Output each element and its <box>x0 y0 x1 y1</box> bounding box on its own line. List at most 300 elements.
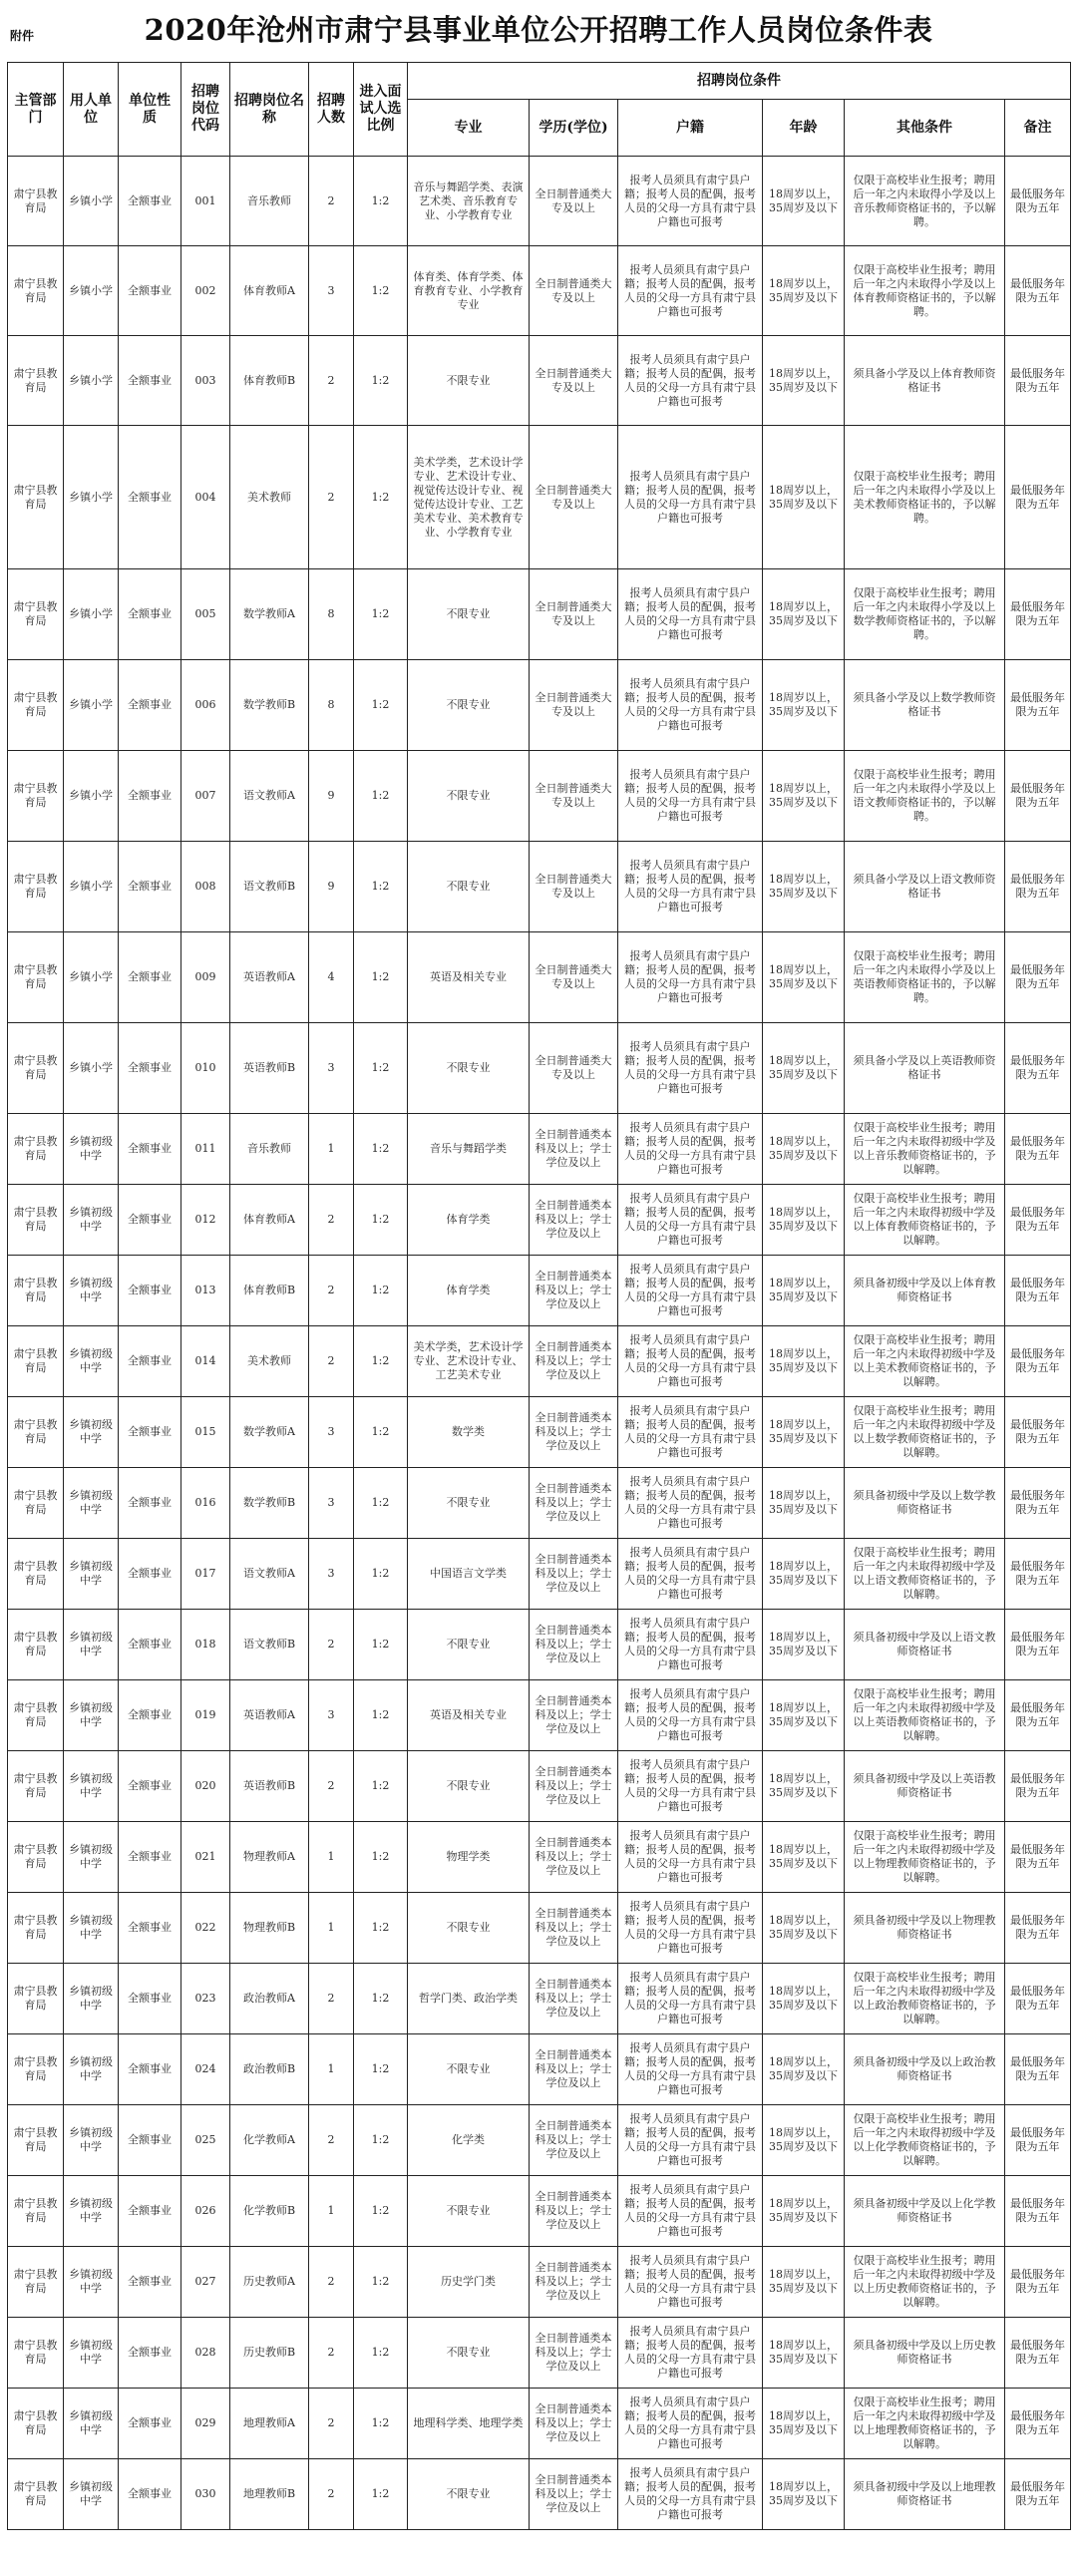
cell-ratio: 1:2 <box>354 1893 408 1964</box>
cell-other: 须具备初级中学及以上化学教师资格证书 <box>845 2176 1005 2247</box>
cell-dept: 肃宁县教育局 <box>8 1610 64 1680</box>
cell-count: 1 <box>309 2034 354 2105</box>
cell-education: 全日制普通类本科及以上；学士学位及以上 <box>530 1539 618 1610</box>
header-position: 招聘岗位名称 <box>230 63 309 157</box>
cell-major: 数学类 <box>408 1397 530 1468</box>
cell-nature: 全额事业 <box>119 1468 181 1539</box>
cell-ratio: 1:2 <box>354 1326 408 1397</box>
cell-age: 18周岁以上，35周岁及以下 <box>763 2318 845 2389</box>
cell-ratio: 1:2 <box>354 1023 408 1114</box>
cell-nature: 全额事业 <box>119 1893 181 1964</box>
cell-remark: 最低服务年限为五年 <box>1005 1893 1071 1964</box>
cell-hukou: 报考人员须具有肃宁县户籍；报考人员的配偶，报考人员的父母一方具有肃宁县户籍也可报考 <box>618 2034 763 2105</box>
cell-education: 全日制普通类大专及以上 <box>530 336 618 426</box>
cell-education: 全日制普通类本科及以上；学士学位及以上 <box>530 2459 618 2530</box>
cell-position: 体育教师A <box>230 1185 309 1256</box>
cell-nature: 全额事业 <box>119 1539 181 1610</box>
cell-education: 全日制普通类大专及以上 <box>530 751 618 842</box>
cell-code: 012 <box>181 1185 230 1256</box>
cell-other: 仅限于高校毕业生报考；聘用后一年之内未取得初级中学及以上历史教师资格证书的，予以解聘。 <box>845 2247 1005 2318</box>
cell-education: 全日制普通类本科及以上；学士学位及以上 <box>530 2247 618 2318</box>
cell-major: 不限专业 <box>408 569 530 660</box>
cell-age: 18周岁以上，35周岁及以下 <box>763 426 845 569</box>
cell-major: 不限专业 <box>408 1751 530 1822</box>
cell-count: 2 <box>309 1326 354 1397</box>
cell-code: 020 <box>181 1751 230 1822</box>
table-row <box>8 336 1071 426</box>
cell-other: 仅限于高校毕业生报考；聘用后一年之内未取得小学及以上语文教师资格证书的，予以解聘。 <box>845 751 1005 842</box>
cell-count: 2 <box>309 2459 354 2530</box>
cell-major: 不限专业 <box>408 2176 530 2247</box>
header-major: 专业 <box>408 100 530 157</box>
cell-age: 18周岁以上，35周岁及以下 <box>763 2389 845 2459</box>
cell-age: 18周岁以上，35周岁及以下 <box>763 932 845 1023</box>
cell-nature: 全额事业 <box>119 1822 181 1893</box>
cell-position: 体育教师B <box>230 336 309 426</box>
table-row <box>8 2034 1071 2105</box>
cell-age: 18周岁以上，35周岁及以下 <box>763 1023 845 1114</box>
cell-age: 18周岁以上，35周岁及以下 <box>763 660 845 751</box>
cell-employer: 乡镇初级中学 <box>64 2105 119 2176</box>
cell-code: 013 <box>181 1256 230 1326</box>
cell-age: 18周岁以上，35周岁及以下 <box>763 1256 845 1326</box>
header-nature: 单位性质 <box>119 63 181 157</box>
cell-other: 须具备小学及以上语文教师资格证书 <box>845 842 1005 932</box>
cell-nature: 全额事业 <box>119 2459 181 2530</box>
cell-position: 英语教师B <box>230 1023 309 1114</box>
cell-hukou: 报考人员须具有肃宁县户籍；报考人员的配偶，报考人员的父母一方具有肃宁县户籍也可报考 <box>618 2318 763 2389</box>
cell-position: 地理教师B <box>230 2459 309 2530</box>
cell-ratio: 1:2 <box>354 569 408 660</box>
cell-education: 全日制普通类大专及以上 <box>530 426 618 569</box>
cell-count: 2 <box>309 426 354 569</box>
cell-remark: 最低服务年限为五年 <box>1005 842 1071 932</box>
cell-hukou: 报考人员须具有肃宁县户籍；报考人员的配偶，报考人员的父母一方具有肃宁县户籍也可报考 <box>618 1023 763 1114</box>
cell-count: 2 <box>309 2247 354 2318</box>
cell-hukou: 报考人员须具有肃宁县户籍；报考人员的配偶，报考人员的父母一方具有肃宁县户籍也可报考 <box>618 1751 763 1822</box>
cell-employer: 乡镇初级中学 <box>64 1680 119 1751</box>
cell-employer: 乡镇初级中学 <box>64 1397 119 1468</box>
cell-ratio: 1:2 <box>354 1468 408 1539</box>
cell-major: 体育学类 <box>408 1256 530 1326</box>
table-row <box>8 2389 1071 2459</box>
cell-major: 不限专业 <box>408 842 530 932</box>
cell-dept: 肃宁县教育局 <box>8 1397 64 1468</box>
cell-major: 物理学类 <box>408 1822 530 1893</box>
cell-age: 18周岁以上，35周岁及以下 <box>763 2459 845 2530</box>
cell-education: 全日制普通类本科及以上；学士学位及以上 <box>530 1185 618 1256</box>
cell-nature: 全额事业 <box>119 2389 181 2459</box>
cell-remark: 最低服务年限为五年 <box>1005 157 1071 246</box>
cell-count: 2 <box>309 336 354 426</box>
cell-other: 须具备初级中学及以上物理教师资格证书 <box>845 1893 1005 1964</box>
cell-code: 019 <box>181 1680 230 1751</box>
cell-hukou: 报考人员须具有肃宁县户籍；报考人员的配偶，报考人员的父母一方具有肃宁县户籍也可报考 <box>618 1326 763 1397</box>
cell-other: 仅限于高校毕业生报考；聘用后一年之内未取得初级中学及以上政治教师资格证书的，予以解聘。 <box>845 1964 1005 2034</box>
cell-dept: 肃宁县教育局 <box>8 157 64 246</box>
cell-dept: 肃宁县教育局 <box>8 2034 64 2105</box>
cell-dept: 肃宁县教育局 <box>8 2105 64 2176</box>
cell-age: 18周岁以上，35周岁及以下 <box>763 1610 845 1680</box>
cell-education: 全日制普通类大专及以上 <box>530 246 618 336</box>
table-row <box>8 842 1071 932</box>
cell-dept: 肃宁县教育局 <box>8 2247 64 2318</box>
cell-ratio: 1:2 <box>354 1114 408 1185</box>
cell-position: 音乐教师 <box>230 1114 309 1185</box>
cell-remark: 最低服务年限为五年 <box>1005 1256 1071 1326</box>
cell-employer: 乡镇初级中学 <box>64 1114 119 1185</box>
cell-hukou: 报考人员须具有肃宁县户籍；报考人员的配偶，报考人员的父母一方具有肃宁县户籍也可报考 <box>618 1610 763 1680</box>
header-other: 其他条件 <box>845 100 1005 157</box>
cell-dept: 肃宁县教育局 <box>8 1326 64 1397</box>
cell-dept: 肃宁县教育局 <box>8 246 64 336</box>
cell-ratio: 1:2 <box>354 2034 408 2105</box>
cell-count: 1 <box>309 2176 354 2247</box>
attachment-label: 附件 <box>10 29 35 43</box>
cell-position: 语文教师B <box>230 1610 309 1680</box>
cell-dept: 肃宁县教育局 <box>8 1468 64 1539</box>
cell-dept: 肃宁县教育局 <box>8 1893 64 1964</box>
cell-employer: 乡镇初级中学 <box>64 2034 119 2105</box>
cell-major: 美术学类，艺术设计学专业、艺术设计专业、工艺美术专业 <box>408 1326 530 1397</box>
cell-age: 18周岁以上，35周岁及以下 <box>763 1893 845 1964</box>
cell-major: 不限专业 <box>408 2034 530 2105</box>
cell-hukou: 报考人员须具有肃宁县户籍；报考人员的配偶，报考人员的父母一方具有肃宁县户籍也可报考 <box>618 1539 763 1610</box>
cell-education: 全日制普通类本科及以上；学士学位及以上 <box>530 1680 618 1751</box>
cell-employer: 乡镇初级中学 <box>64 1893 119 1964</box>
cell-age: 18周岁以上，35周岁及以下 <box>763 1964 845 2034</box>
header-ratio: 进入面试人选比例 <box>354 63 408 157</box>
cell-age: 18周岁以上，35周岁及以下 <box>763 246 845 336</box>
cell-count: 3 <box>309 1680 354 1751</box>
cell-major: 音乐与舞蹈学类 <box>408 1114 530 1185</box>
cell-nature: 全额事业 <box>119 569 181 660</box>
cell-position: 数学教师A <box>230 1397 309 1468</box>
cell-hukou: 报考人员须具有肃宁县户籍；报考人员的配偶，报考人员的父母一方具有肃宁县户籍也可报考 <box>618 1964 763 2034</box>
cell-age: 18周岁以上，35周岁及以下 <box>763 1468 845 1539</box>
cell-employer: 乡镇小学 <box>64 842 119 932</box>
cell-employer: 乡镇小学 <box>64 426 119 569</box>
header-employer: 用人单位 <box>64 63 119 157</box>
header-education: 学历(学位) <box>530 100 618 157</box>
table-row <box>8 1539 1071 1610</box>
table-row <box>8 1822 1071 1893</box>
cell-nature: 全额事业 <box>119 1114 181 1185</box>
cell-count: 2 <box>309 1964 354 2034</box>
cell-age: 18周岁以上，35周岁及以下 <box>763 1539 845 1610</box>
cell-ratio: 1:2 <box>354 1185 408 1256</box>
cell-age: 18周岁以上，35周岁及以下 <box>763 1822 845 1893</box>
cell-education: 全日制普通类本科及以上；学士学位及以上 <box>530 1964 618 2034</box>
cell-count: 2 <box>309 2318 354 2389</box>
cell-nature: 全额事业 <box>119 157 181 246</box>
table-header <box>8 63 1071 157</box>
cell-nature: 全额事业 <box>119 246 181 336</box>
cell-nature: 全额事业 <box>119 1964 181 2034</box>
table-row <box>8 426 1071 569</box>
cell-education: 全日制普通类本科及以上；学士学位及以上 <box>530 1256 618 1326</box>
cell-dept: 肃宁县教育局 <box>8 2459 64 2530</box>
cell-remark: 最低服务年限为五年 <box>1005 1185 1071 1256</box>
table-row <box>8 1610 1071 1680</box>
cell-major: 美术学类，艺术设计学专业、艺术设计专业、视觉传达设计专业、视觉传达设计专业、工艺美术专业、美术教育专业、小学教育专业 <box>408 426 530 569</box>
cell-count: 3 <box>309 1539 354 1610</box>
cell-code: 003 <box>181 336 230 426</box>
table-row <box>8 2176 1071 2247</box>
cell-code: 005 <box>181 569 230 660</box>
cell-hukou: 报考人员须具有肃宁县户籍；报考人员的配偶，报考人员的父母一方具有肃宁县户籍也可报考 <box>618 1256 763 1326</box>
cell-other: 须具备初级中学及以上语文教师资格证书 <box>845 1610 1005 1680</box>
cell-other: 须具备初级中学及以上英语教师资格证书 <box>845 1751 1005 1822</box>
cell-code: 025 <box>181 2105 230 2176</box>
cell-code: 022 <box>181 1893 230 1964</box>
cell-major: 不限专业 <box>408 1023 530 1114</box>
cell-ratio: 1:2 <box>354 2176 408 2247</box>
cell-hukou: 报考人员须具有肃宁县户籍；报考人员的配偶，报考人员的父母一方具有肃宁县户籍也可报考 <box>618 2176 763 2247</box>
cell-code: 030 <box>181 2459 230 2530</box>
cell-hukou: 报考人员须具有肃宁县户籍；报考人员的配偶，报考人员的父母一方具有肃宁县户籍也可报考 <box>618 2389 763 2459</box>
cell-dept: 肃宁县教育局 <box>8 1185 64 1256</box>
cell-major: 不限专业 <box>408 1468 530 1539</box>
table-row <box>8 751 1071 842</box>
cell-count: 1 <box>309 1822 354 1893</box>
header-count: 招聘人数 <box>309 63 354 157</box>
table-row <box>8 1023 1071 1114</box>
cell-code: 006 <box>181 660 230 751</box>
cell-nature: 全额事业 <box>119 1185 181 1256</box>
cell-education: 全日制普通类本科及以上；学士学位及以上 <box>530 2105 618 2176</box>
cell-ratio: 1:2 <box>354 1256 408 1326</box>
cell-count: 3 <box>309 246 354 336</box>
cell-employer: 乡镇初级中学 <box>64 2389 119 2459</box>
cell-education: 全日制普通类本科及以上；学士学位及以上 <box>530 1114 618 1185</box>
header-dept: 主管部门 <box>8 63 64 157</box>
cell-ratio: 1:2 <box>354 1680 408 1751</box>
cell-education: 全日制普通类大专及以上 <box>530 842 618 932</box>
cell-hukou: 报考人员须具有肃宁县户籍；报考人员的配偶，报考人员的父母一方具有肃宁县户籍也可报考 <box>618 932 763 1023</box>
table-row <box>8 157 1071 246</box>
cell-age: 18周岁以上，35周岁及以下 <box>763 336 845 426</box>
cell-major: 英语及相关专业 <box>408 1680 530 1751</box>
cell-remark: 最低服务年限为五年 <box>1005 1539 1071 1610</box>
cell-ratio: 1:2 <box>354 2105 408 2176</box>
cell-count: 2 <box>309 157 354 246</box>
cell-code: 029 <box>181 2389 230 2459</box>
cell-employer: 乡镇初级中学 <box>64 2176 119 2247</box>
cell-position: 英语教师A <box>230 1680 309 1751</box>
cell-position: 美术教师 <box>230 426 309 569</box>
cell-other: 仅限于高校毕业生报考；聘用后一年之内未取得初级中学及以上地理教师资格证书的，予以解聘。 <box>845 2389 1005 2459</box>
cell-other: 仅限于高校毕业生报考；聘用后一年之内未取得初级中学及以上物理教师资格证书的，予以解聘。 <box>845 1822 1005 1893</box>
cell-employer: 乡镇初级中学 <box>64 2318 119 2389</box>
cell-other: 仅限于高校毕业生报考；聘用后一年之内未取得初级中学及以上英语教师资格证书的，予以解聘。 <box>845 1680 1005 1751</box>
cell-remark: 最低服务年限为五年 <box>1005 2318 1071 2389</box>
cell-employer: 乡镇初级中学 <box>64 1256 119 1326</box>
cell-position: 音乐教师 <box>230 157 309 246</box>
cell-position: 语文教师B <box>230 842 309 932</box>
cell-major: 英语及相关专业 <box>408 932 530 1023</box>
cell-code: 016 <box>181 1468 230 1539</box>
cell-employer: 乡镇小学 <box>64 336 119 426</box>
cell-age: 18周岁以上，35周岁及以下 <box>763 2105 845 2176</box>
cell-age: 18周岁以上，35周岁及以下 <box>763 2247 845 2318</box>
cell-position: 美术教师 <box>230 1326 309 1397</box>
table-row <box>8 1114 1071 1185</box>
cell-count: 3 <box>309 1468 354 1539</box>
table-row <box>8 246 1071 336</box>
cell-dept: 肃宁县教育局 <box>8 426 64 569</box>
cell-remark: 最低服务年限为五年 <box>1005 2389 1071 2459</box>
cell-remark: 最低服务年限为五年 <box>1005 1023 1071 1114</box>
job-conditions-table <box>7 62 1071 2530</box>
cell-code: 002 <box>181 246 230 336</box>
cell-ratio: 1:2 <box>354 1610 408 1680</box>
cell-other: 仅限于高校毕业生报考；聘用后一年之内未取得小学及以上美术教师资格证书的，予以解聘。 <box>845 426 1005 569</box>
cell-other: 须具备初级中学及以上历史教师资格证书 <box>845 2318 1005 2389</box>
cell-hukou: 报考人员须具有肃宁县户籍；报考人员的配偶，报考人员的父母一方具有肃宁县户籍也可报考 <box>618 1397 763 1468</box>
cell-remark: 最低服务年限为五年 <box>1005 1680 1071 1751</box>
cell-hukou: 报考人员须具有肃宁县户籍；报考人员的配偶，报考人员的父母一方具有肃宁县户籍也可报考 <box>618 1185 763 1256</box>
cell-hukou: 报考人员须具有肃宁县户籍；报考人员的配偶，报考人员的父母一方具有肃宁县户籍也可报考 <box>618 2105 763 2176</box>
cell-code: 008 <box>181 842 230 932</box>
cell-education: 全日制普通类本科及以上；学士学位及以上 <box>530 2389 618 2459</box>
cell-hukou: 报考人员须具有肃宁县户籍；报考人员的配偶，报考人员的父母一方具有肃宁县户籍也可报考 <box>618 426 763 569</box>
cell-code: 018 <box>181 1610 230 1680</box>
cell-position: 数学教师B <box>230 1468 309 1539</box>
cell-dept: 肃宁县教育局 <box>8 660 64 751</box>
cell-count: 3 <box>309 1397 354 1468</box>
cell-dept: 肃宁县教育局 <box>8 569 64 660</box>
cell-position: 英语教师A <box>230 932 309 1023</box>
cell-code: 015 <box>181 1397 230 1468</box>
cell-major: 不限专业 <box>408 660 530 751</box>
cell-hukou: 报考人员须具有肃宁县户籍；报考人员的配偶，报考人员的父母一方具有肃宁县户籍也可报考 <box>618 751 763 842</box>
cell-ratio: 1:2 <box>354 842 408 932</box>
cell-ratio: 1:2 <box>354 1964 408 2034</box>
cell-remark: 最低服务年限为五年 <box>1005 2176 1071 2247</box>
cell-employer: 乡镇初级中学 <box>64 1822 119 1893</box>
cell-other: 须具备初级中学及以上数学教师资格证书 <box>845 1468 1005 1539</box>
cell-dept: 肃宁县教育局 <box>8 2176 64 2247</box>
cell-nature: 全额事业 <box>119 1326 181 1397</box>
cell-remark: 最低服务年限为五年 <box>1005 1468 1071 1539</box>
cell-age: 18周岁以上，35周岁及以下 <box>763 1680 845 1751</box>
cell-other: 仅限于高校毕业生报考；聘用后一年之内未取得小学及以上数学教师资格证书的，予以解聘。 <box>845 569 1005 660</box>
table-body <box>8 157 1071 2530</box>
cell-employer: 乡镇初级中学 <box>64 1751 119 1822</box>
cell-nature: 全额事业 <box>119 2318 181 2389</box>
cell-position: 物理教师A <box>230 1822 309 1893</box>
cell-other: 仅限于高校毕业生报考；聘用后一年之内未取得初级中学及以上美术教师资格证书的，予以解聘。 <box>845 1326 1005 1397</box>
cell-code: 009 <box>181 932 230 1023</box>
cell-hukou: 报考人员须具有肃宁县户籍；报考人员的配偶，报考人员的父母一方具有肃宁县户籍也可报考 <box>618 660 763 751</box>
cell-remark: 最低服务年限为五年 <box>1005 1114 1071 1185</box>
cell-employer: 乡镇初级中学 <box>64 1326 119 1397</box>
cell-education: 全日制普通类大专及以上 <box>530 569 618 660</box>
cell-education: 全日制普通类大专及以上 <box>530 1023 618 1114</box>
cell-dept: 肃宁县教育局 <box>8 1751 64 1822</box>
cell-position: 体育教师A <box>230 246 309 336</box>
cell-ratio: 1:2 <box>354 2247 408 2318</box>
cell-other: 须具备初级中学及以上体育教师资格证书 <box>845 1256 1005 1326</box>
cell-ratio: 1:2 <box>354 1751 408 1822</box>
page-title: 2020年沧州市肃宁县事业单位公开招聘工作人员岗位条件表 <box>144 13 933 47</box>
cell-nature: 全额事业 <box>119 2105 181 2176</box>
cell-position: 语文教师A <box>230 751 309 842</box>
cell-nature: 全额事业 <box>119 336 181 426</box>
cell-major: 不限专业 <box>408 2459 530 2530</box>
table-row <box>8 1185 1071 1256</box>
cell-position: 历史教师A <box>230 2247 309 2318</box>
cell-position: 地理教师A <box>230 2389 309 2459</box>
cell-code: 028 <box>181 2318 230 2389</box>
cell-remark: 最低服务年限为五年 <box>1005 1326 1071 1397</box>
cell-other: 仅限于高校毕业生报考；聘用后一年之内未取得初级中学及以上体育教师资格证书的，予以解聘。 <box>845 1185 1005 1256</box>
cell-age: 18周岁以上，35周岁及以下 <box>763 1326 845 1397</box>
cell-dept: 肃宁县教育局 <box>8 751 64 842</box>
header-age: 年龄 <box>763 100 845 157</box>
cell-count: 2 <box>309 1610 354 1680</box>
cell-count: 3 <box>309 1023 354 1114</box>
cell-ratio: 1:2 <box>354 1539 408 1610</box>
cell-other: 仅限于高校毕业生报考；聘用后一年之内未取得初级中学及以上数学教师资格证书的，予以解聘。 <box>845 1397 1005 1468</box>
cell-remark: 最低服务年限为五年 <box>1005 2034 1071 2105</box>
cell-education: 全日制普通类本科及以上；学士学位及以上 <box>530 2318 618 2389</box>
cell-position: 历史教师B <box>230 2318 309 2389</box>
cell-nature: 全额事业 <box>119 2247 181 2318</box>
cell-remark: 最低服务年限为五年 <box>1005 569 1071 660</box>
cell-ratio: 1:2 <box>354 1397 408 1468</box>
cell-dept: 肃宁县教育局 <box>8 1114 64 1185</box>
cell-hukou: 报考人员须具有肃宁县户籍；报考人员的配偶，报考人员的父母一方具有肃宁县户籍也可报考 <box>618 1468 763 1539</box>
cell-employer: 乡镇小学 <box>64 751 119 842</box>
cell-major: 地理科学类、地理学类 <box>408 2389 530 2459</box>
cell-age: 18周岁以上，35周岁及以下 <box>763 842 845 932</box>
cell-count: 1 <box>309 1114 354 1185</box>
cell-nature: 全额事业 <box>119 842 181 932</box>
cell-employer: 乡镇小学 <box>64 569 119 660</box>
cell-code: 024 <box>181 2034 230 2105</box>
table-row <box>8 1256 1071 1326</box>
table-row <box>8 1893 1071 1964</box>
cell-code: 007 <box>181 751 230 842</box>
header-conditions: 招聘岗位条件 <box>408 63 1071 100</box>
cell-ratio: 1:2 <box>354 2389 408 2459</box>
cell-other: 须具备小学及以上英语教师资格证书 <box>845 1023 1005 1114</box>
cell-age: 18周岁以上，35周岁及以下 <box>763 1114 845 1185</box>
cell-major: 哲学门类、政治学类 <box>408 1964 530 2034</box>
cell-employer: 乡镇初级中学 <box>64 1468 119 1539</box>
cell-age: 18周岁以上，35周岁及以下 <box>763 569 845 660</box>
cell-hukou: 报考人员须具有肃宁县户籍；报考人员的配偶，报考人员的父母一方具有肃宁县户籍也可报考 <box>618 2247 763 2318</box>
cell-position: 英语教师B <box>230 1751 309 1822</box>
header-row-1 <box>8 63 1071 100</box>
cell-ratio: 1:2 <box>354 660 408 751</box>
cell-major: 不限专业 <box>408 2318 530 2389</box>
cell-dept: 肃宁县教育局 <box>8 2389 64 2459</box>
cell-count: 2 <box>309 2105 354 2176</box>
cell-code: 014 <box>181 1326 230 1397</box>
cell-position: 语文教师A <box>230 1539 309 1610</box>
cell-position: 化学教师B <box>230 2176 309 2247</box>
cell-remark: 最低服务年限为五年 <box>1005 1610 1071 1680</box>
cell-nature: 全额事业 <box>119 660 181 751</box>
header-code: 招聘岗位代码 <box>181 63 230 157</box>
cell-remark: 最低服务年限为五年 <box>1005 2459 1071 2530</box>
cell-major: 不限专业 <box>408 1893 530 1964</box>
cell-nature: 全额事业 <box>119 1256 181 1326</box>
table-row <box>8 1326 1071 1397</box>
